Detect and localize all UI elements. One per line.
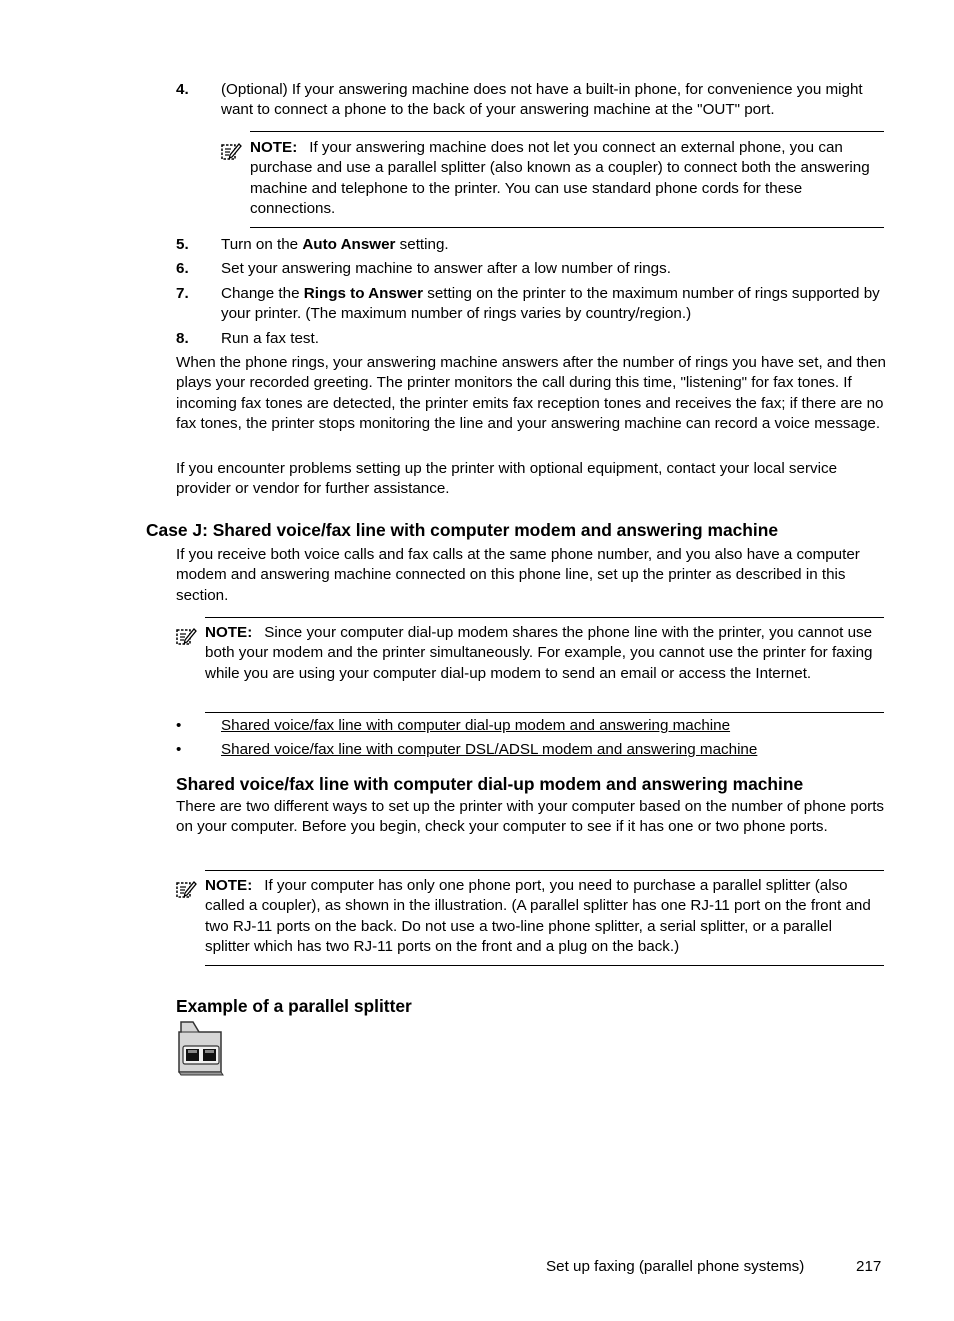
note-label: NOTE: [205, 624, 253, 641]
section-heading: Case J: Shared voice/fax line with computer modem and answering machine [146, 520, 779, 540]
step-text: Set your answering machine to answer after a low number of rings. [221, 260, 671, 277]
page-number: 217 [856, 1258, 882, 1275]
link-dialup-modem-answering-machine[interactable]: Shared voice/fax line with computer dial-up modem and answering machine [221, 717, 731, 734]
note-text: Since your computer dial-up modem shares the phone line with the printer, you cannot use both your modem and the printer simultaneously. For example, you cannot use the printer for faxing while you are using your computer dial-up modem to send an email or access the Internet. [205, 624, 873, 682]
setting-name: Rings to Answer [303, 285, 424, 302]
step-text-post: setting. [395, 236, 449, 253]
note-body [205, 623, 877, 684]
subsection-heading: Shared voice/fax line with computer dial-up modem and answering machine [176, 774, 804, 794]
step-text-pre: Turn on the [221, 236, 303, 253]
step-text [221, 235, 885, 255]
step-number: 8. [176, 330, 189, 347]
footer-section-title: Set up faxing (parallel phone systems) [546, 1258, 805, 1275]
bullet: • [176, 741, 182, 758]
step-number: 5. [176, 236, 189, 253]
step-number: 4. [176, 81, 189, 98]
note-label: NOTE: [250, 139, 298, 156]
note-bottom-rule [205, 965, 884, 966]
step-text: (Optional) If your answering machine does not have a built-in phone, for convenience you might want to connect a phone to the back of your answering machine at the "OUT" port. [221, 81, 863, 119]
note-text: If your computer has only one phone port, you need to purchase a parallel splitter (also called a coupler), as shown in the illustration. (A parallel splitter has one RJ-11 port on the front and two RJ-11 ports on the back. Do not use a two-line phone splitter, a serial splitter, or a parallel splitter which has two RJ-11 ports on the front and a plug on the back.) [205, 877, 871, 955]
step-text [221, 284, 885, 325]
step-text-pre: Change the [221, 285, 304, 302]
note-icon [175, 878, 197, 900]
note-icon [220, 140, 242, 162]
subsection-intro: There are two different ways to set up the printer with your computer based on the number of phone ports on your computer. Before you begin, check your computer to see if it has one or two phone ports. [176, 798, 885, 836]
note-text: If your answering machine does not let you connect an external phone, you can purchase and use a parallel splitter (also known as a coupler) to connect both the answering machine and telephone to the printer. You can use standard phone cords for these connections. [250, 139, 870, 217]
note-bottom-rule [205, 712, 884, 713]
step-text-post: setting on the printer to the maximum number of rings supported by your printer. (The maximum number of rings varies by country/region.) [221, 285, 880, 323]
figure-heading: Example of a parallel splitter [176, 996, 412, 1016]
note-icon [175, 625, 197, 647]
parallel-splitter-illustration [175, 1018, 227, 1078]
setting-name: Auto Answer [302, 236, 396, 253]
step-number: 7. [176, 285, 189, 302]
body-paragraph: If you encounter problems setting up the printer with optional equipment, contact your local service provider or vendor for further assistance. [176, 460, 838, 498]
note-top-rule [250, 131, 884, 132]
step-number: 6. [176, 260, 189, 277]
link-dsl-modem-answering-machine[interactable]: Shared voice/fax line with computer DSL/ADSL modem and answering machine [221, 741, 758, 758]
note-label: NOTE: [205, 877, 253, 894]
section-intro: If you receive both voice calls and fax calls at the same phone number, and you also have a computer modem and answering machine connected on this phone line, set up the printer as described in this section. [176, 546, 860, 604]
body-paragraph: When the phone rings, your answering machine answers after the number of rings you have set, and then plays your recorded greeting. The printer monitors the call during this time, "listening" for fax tones. If incoming fax tones are detected, the printer emits fax reception tones and receives the fax; if there are no fax tones, the printer stops monitoring the line and your answering machine can record a voice message. [176, 354, 887, 432]
note-bottom-rule [250, 227, 884, 228]
note-top-rule [205, 617, 884, 618]
step-text: Run a fax test. [221, 330, 319, 347]
note-top-rule [205, 870, 884, 871]
note-body [250, 138, 886, 219]
bullet: • [176, 717, 182, 734]
note-body [205, 876, 879, 957]
